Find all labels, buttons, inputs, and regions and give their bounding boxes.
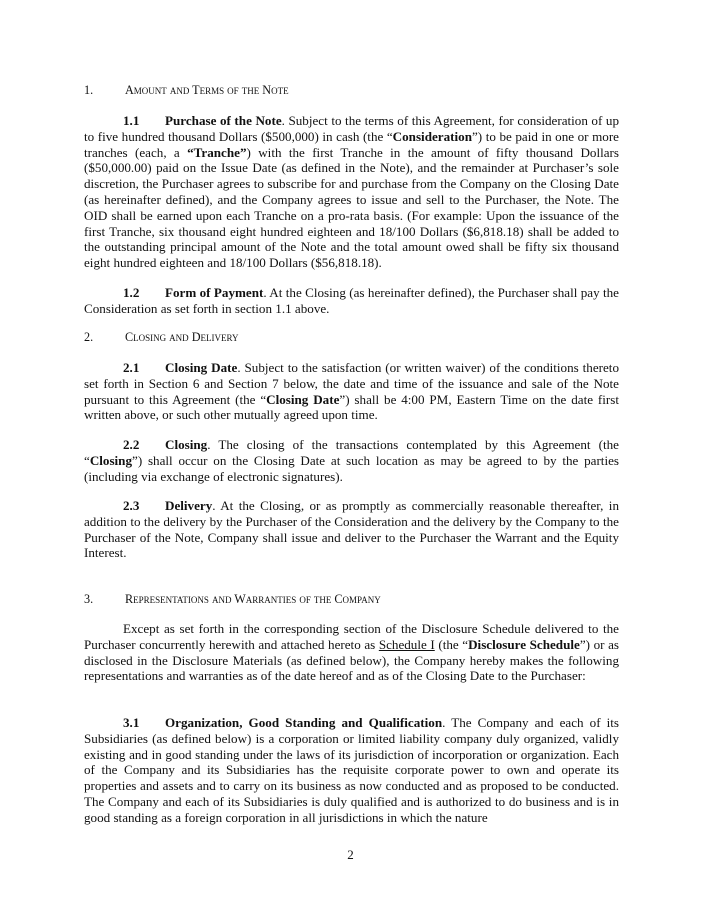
paragraph-2-2: 2.2 Closing. The closing of the transactions contemplated by this Agreement (the “Closing”) shall occur on the Closing Date at such location as may be agreed to by the parties (including via exchange of electronic signatures). (84, 437, 619, 484)
section-title: Closing and Delivery (125, 330, 239, 344)
paragraph-1-2: 1.2 Form of Payment. At the Closing (as hereinafter defined), the Purchaser shall pay the Consideration as set forth in section 1.1 above. (84, 285, 619, 316)
section-number: 1. (84, 83, 94, 97)
paragraph-number: 1.1 (123, 113, 140, 128)
paragraph-title: Delivery (165, 498, 213, 513)
paragraph-1-1: 1.1 Purchase of the Note. Subject to the terms of this Agreement, for consideration of up to five hundred thousand Dollars ($500,000) in cash (the “Consideration”) to be paid in one or more tranches (each, a “Tranche”) with the first Tranche in the amount of fifty thousand Dollars ($50,000.00) paid on the Issue Date (as defined in the Note), and the remainder at Purchaser’s sole discretion, the Purchaser agrees to subscribe for and purchase from the Company on the Closing Date (as hereinafter defined), and the Company agrees to issue and sell to the Purchaser, the Note. The OID shall be earned upon each Tranche on a pro-rata basis. (For example: Upon the issuance of the first Tranche, six thousand eight hundred eighteen and 18/100 Dollars ($6,818.18) shall be added to the outstanding principal amount of the Note and the total amount owed shall be fifty six thousand eight hundred eighteen and 18/100 Dollars ($56,818.18). (84, 113, 619, 271)
paragraph-title: Organization, Good Standing and Qualification (165, 715, 443, 730)
paragraph-number: 2.1 (123, 360, 140, 375)
section-number: 3. (84, 592, 94, 606)
paragraph-title: Form of Payment (165, 285, 264, 300)
section-1-heading (84, 82, 289, 98)
section-number: 2. (84, 330, 94, 344)
paragraph-number: 2.3 (123, 498, 140, 513)
page-number: 2 (347, 847, 354, 862)
paragraph-2-3: 2.3 Delivery. At the Closing, or as promptly as commercially reasonable thereafter, in addition to the delivery by the Purchaser of the Consideration and the delivery by the Company to the Purchaser of the Note, Company shall issue and deliver to the Purchaser the Warrant and the Equity Interest. (84, 498, 619, 561)
paragraph-title: Closing (165, 437, 208, 452)
schedule-reference: Schedule I (378, 636, 435, 652)
paragraph-title: Purchase of the Note (165, 113, 282, 128)
paragraph-number: 3.1 (123, 715, 140, 730)
paragraph-3-1: 3.1 Organization, Good Standing and Qualification. The Company and each of its Subsidiaries (as defined below) is a corporation or limited liability company duly organized, validly existing and in good standing under the laws of its jurisdiction of incorporation or organization. Each of the Company and its Subsidiaries has the requisite corporate power to own and operate its properties and assets and to carry on its business as now conducted and as proposed to be conducted. The Company and each of its Subsidiaries is duly qualified and is authorized to do business and is in good standing as a foreign corporation in all jurisdictions in which the nature (84, 715, 619, 825)
section-title: Representations and Warranties of the Company (125, 592, 381, 606)
paragraph-number: 2.2 (123, 437, 140, 452)
paragraph-title: Closing Date (165, 360, 238, 375)
section-3-intro: Except as set forth in the corresponding section of the Disclosure Schedule delivered to the Purchaser concurrently herewith and attached hereto as Schedule I (the “Disclosure Schedule”) or as disclosed in the Disclosure Materials (as defined below), the Company hereby makes the following representations and warranties as of the date hereof and as of the Closing Date to the Purchaser: (84, 621, 619, 684)
paragraph-2-1: 2.1 Closing Date. Subject to the satisfaction (or written waiver) of the conditions thereto set forth in Section 6 and Section 7 below, the date and time of the issuance and sale of the Note pursuant to this Agreement (the “Closing Date”) shall be 4:00 PM, Eastern Time on the date first written above, or such other mutually agreed upon time. (84, 360, 619, 423)
section-title: Amount and Terms of the Note (125, 83, 289, 97)
section-2-heading (84, 329, 239, 345)
paragraph-number: 1.2 (123, 285, 140, 300)
section-3-heading (84, 591, 381, 607)
